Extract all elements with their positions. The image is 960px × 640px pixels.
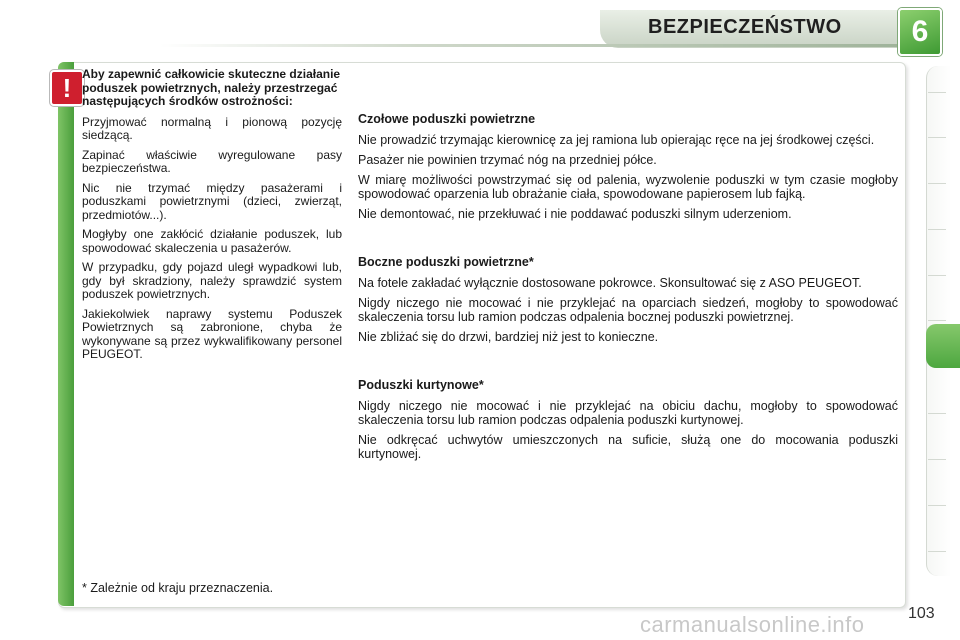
section-heading: Poduszki kurtynowe* bbox=[358, 378, 484, 392]
section-heading: Boczne poduszki powietrzne* bbox=[358, 255, 534, 269]
chapter-tab[interactable] bbox=[928, 551, 946, 552]
section-heading: Czołowe poduszki powietrzne bbox=[358, 112, 536, 126]
chapter-tab[interactable] bbox=[928, 459, 946, 460]
chapter-tab[interactable] bbox=[928, 92, 946, 93]
chapter-tab-rail bbox=[926, 66, 951, 576]
chapter-tab[interactable] bbox=[928, 229, 946, 230]
section-paragraph: W miarę możliwości powstrzymać się od palenia, wyzwolenie poduszki w tym czasie mogłoby spowodować oparzenia lub obrażanie ciała, spowodowane papierosem lub fajką. bbox=[358, 173, 898, 201]
chapter-tab-active[interactable] bbox=[926, 324, 960, 368]
warning-lead: Aby zapewnić całkowicie skuteczne działanie poduszek powietrznych, należy przestrzegać następujących środków ostrożności: bbox=[82, 67, 341, 108]
section-curtain-airbags bbox=[358, 378, 898, 461]
page-number: 103 bbox=[908, 605, 935, 622]
warning-paragraph: W przypadku, gdy pojazd uległ wypadkowi lub, gdy był skradziony, należy sprawdzić system poduszek powietrznych. bbox=[82, 260, 342, 301]
warning-paragraph: Przyjmować normalną i pionową pozycję siedzącą. bbox=[82, 114, 342, 142]
section-side-airbags bbox=[358, 255, 898, 344]
section-paragraph: Pasażer nie powinien trzymać nóg na przedniej półce. bbox=[358, 153, 657, 167]
warning-paragraph: Jakiekolwiek naprawy systemu Poduszek Powietrznych są zabronione, chyba że wykonywane są przez wykwalifikowany personel PEUGEOT. bbox=[82, 306, 342, 361]
section-paragraph: Nie odkręcać uchwytów umieszczonych na suficie, służą one do mocowania poduszki kurtynowej. bbox=[358, 433, 898, 461]
section-paragraph: Na fotele zakładać wyłącznie dostosowane pokrowce. Skonsultować się z ASO PEUGEOT. bbox=[358, 276, 862, 290]
chapter-number-badge: 6 bbox=[898, 8, 942, 56]
section-paragraph: Nigdy niczego nie mocować i nie przyklejać na oparciach siedzeń, mogłoby to spowodować skaleczenia torsu lub ramion podczas odpalenia bocznej poduszki powietrznej. bbox=[358, 296, 898, 324]
chapter-tab[interactable] bbox=[928, 137, 946, 138]
section-front-airbags bbox=[358, 112, 898, 221]
warning-strip bbox=[58, 62, 74, 606]
warning-paragraph: Zapinać właściwie wyregulowane pasy bezpieczeństwa. bbox=[82, 147, 342, 175]
chapter-tab[interactable] bbox=[928, 320, 946, 321]
section-paragraph: Nie zbliżać się do drzwi, bardziej niż jest to konieczne. bbox=[358, 330, 659, 344]
warning-column bbox=[82, 68, 342, 368]
section-paragraph: Nie demontować, nie przekłuwać i nie poddawać poduszki silnym uderzeniom. bbox=[358, 207, 792, 221]
main-column bbox=[358, 112, 898, 495]
chapter-tab[interactable] bbox=[928, 505, 946, 506]
chapter-tab[interactable] bbox=[928, 413, 946, 414]
warning-icon: ! bbox=[50, 70, 84, 106]
chapter-tab[interactable] bbox=[928, 275, 946, 276]
section-paragraph: Nigdy niczego nie mocować i nie przyklejać na obiciu dachu, mogłoby to spowodować skaleczenia torsu lub ramion podczas odpalenia poduszki kurtynowej. bbox=[358, 399, 898, 427]
warning-paragraph: Nic nie trzymać między pasażerami i poduszkami powietrznymi (dzieci, zwierząt, przedmiotów...). bbox=[82, 180, 342, 222]
footnote: * Zależnie od kraju przeznaczenia. bbox=[82, 581, 274, 595]
chapter-tab[interactable] bbox=[928, 183, 946, 184]
header-divider bbox=[160, 44, 900, 47]
watermark: carmanualsonline.info bbox=[640, 612, 865, 637]
warning-paragraph: Mogłyby one zakłócić działanie poduszek, lub spowodować skaleczenia u pasażerów. bbox=[82, 227, 342, 255]
section-paragraph: Nie prowadzić trzymając kierownicę za jej ramiona lub opierając ręce na jej środkowej części. bbox=[358, 133, 875, 147]
chapter-title: BEZPIECZEŃSTWO bbox=[648, 16, 842, 38]
